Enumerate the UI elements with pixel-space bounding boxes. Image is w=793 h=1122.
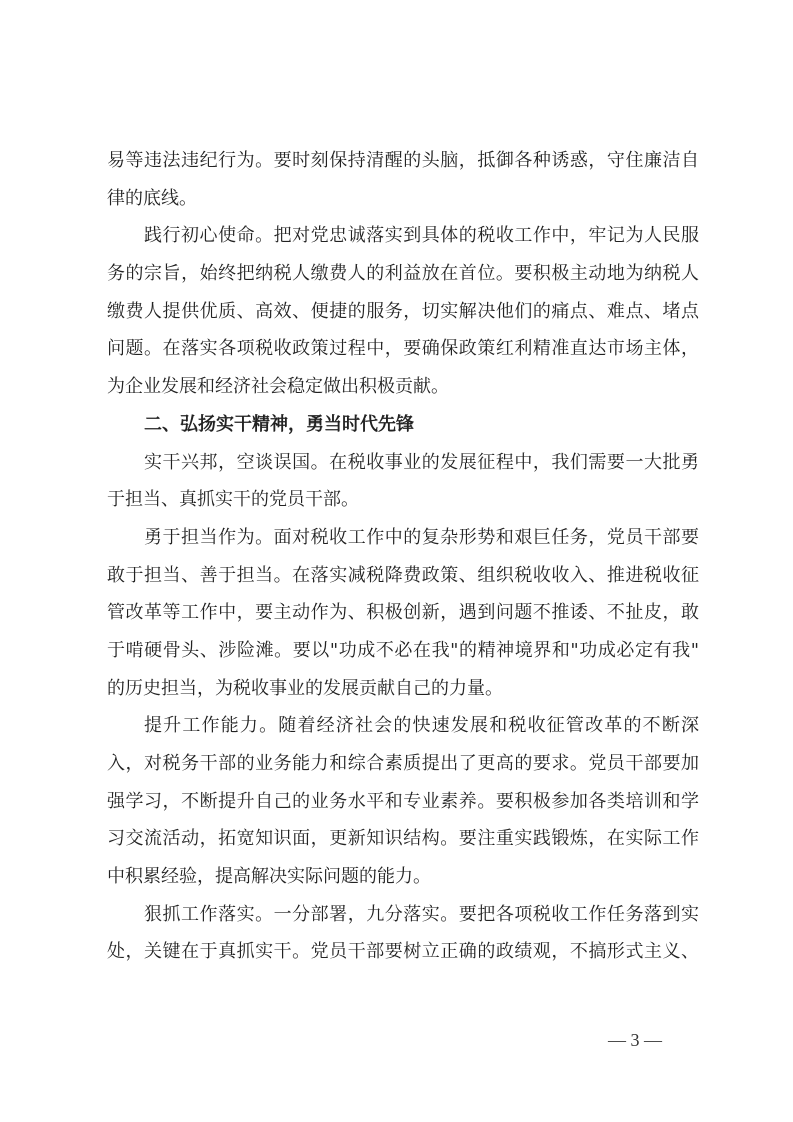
paragraph-line: 勇于担当作为。面对税收工作中的复杂形势和艰巨任务，党员干部要 xyxy=(144,526,699,548)
paragraph-line: 入，对税务干部的业务能力和综合素质提出了更高的要求。党员干部要加 xyxy=(107,753,699,774)
paragraph-line: 于啃硬骨头、涉险滩。要以"功成不必在我"的精神境界和"功成必定有我" xyxy=(107,639,699,661)
paragraph-line: 实干兴邦，空谈误国。在税收事业的发展征程中，我们需要一大批勇 xyxy=(144,451,699,473)
paragraph-line: 缴费人提供优质、高效、便捷的服务，切实解决他们的痛点、难点、堵点 xyxy=(107,300,699,322)
paragraph-line: 易等违法违纪行为。要时刻保持清醒的头脑，抵御各种诱惑，守住廉洁自 xyxy=(107,150,699,171)
document-body xyxy=(107,142,699,971)
paragraph-line: 管改革等工作中，要主动作为、积极创新，遇到问题不推诿、不扯皮，敢 xyxy=(107,602,699,624)
paragraph-line: 提升工作能力。随着经济社会的快速发展和税收征管改革的不断深 xyxy=(144,715,699,737)
paragraph-line: 为企业发展和经济社会稳定做出积极贡献。 xyxy=(107,376,449,398)
section-heading: 二、弘扬实干精神，勇当时代先锋 xyxy=(144,413,414,435)
paragraph-line: 中积累经验，提高解决实际问题的能力。 xyxy=(107,866,431,888)
paragraph-line: 强学习，不断提升自己的业务水平和专业素养。要积极参加各类培训和学 xyxy=(107,790,699,812)
paragraph-line: 践行初心使命。把对党忠诚落实到具体的税收工作中，牢记为人民服 xyxy=(144,225,699,247)
paragraph-line: 习交流活动，拓宽知识面，更新知识结构。要注重实践锻炼，在实际工作 xyxy=(107,828,699,850)
page-number: — 3 — xyxy=(608,1030,662,1050)
paragraph-line: 的历史担当，为税收事业的发展贡献自己的力量。 xyxy=(107,677,503,699)
paragraph-line: 于担当、真抓实干的党员干部。 xyxy=(107,489,359,511)
paragraph-line: 律的底线。 xyxy=(107,187,197,209)
paragraph-line: 问题。在落实各项税收政策过程中，要确保政策红利精准直达市场主体， xyxy=(107,338,699,360)
paragraph-line: 务的宗旨，始终把纳税人缴费人的利益放在首位。要积极主动地为纳税人 xyxy=(107,263,699,285)
paragraph-line: 处，关键在于真抓实干。党员干部要树立正确的政绩观，不搞形式主义、 xyxy=(107,941,699,963)
paragraph-line: 敢于担当、善于担当。在落实减税降费政策、组织税收收入、推进税收征 xyxy=(107,564,699,586)
paragraph-line: 狠抓工作落实。一分部署，九分落实。要把各项税收工作任务落到实 xyxy=(144,903,699,925)
